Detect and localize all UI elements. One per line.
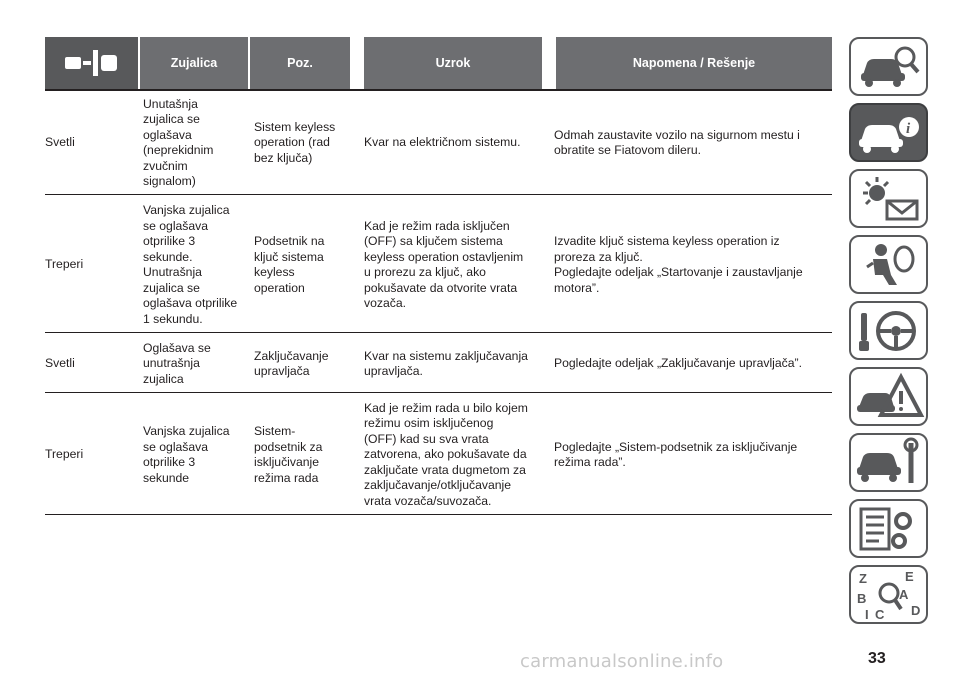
tab-car-search[interactable]	[849, 37, 928, 96]
key-steering-icon	[851, 303, 926, 358]
svg-text:Z: Z	[859, 571, 867, 586]
car-info-icon	[851, 105, 926, 160]
tab-technical-data[interactable]	[849, 499, 928, 558]
alphabet-search-icon	[851, 567, 926, 622]
position-cell: Podsetnik na ključ sistema keyless operation	[254, 234, 325, 295]
table-row	[45, 395, 832, 515]
status-cell: Treperi	[45, 257, 84, 272]
buzzer-table	[45, 37, 832, 508]
tab-index[interactable]	[849, 565, 928, 624]
cause-cell: Kad je režim rada isključen (OFF) sa ključem sistema keyless operation ostavljenim u prorezu za ključ, ako pokušavate da otvorite vrata vozača.	[364, 218, 524, 310]
car-hazard-icon	[851, 369, 926, 424]
warning-lights-icon	[851, 171, 926, 226]
car-search-icon	[851, 39, 926, 94]
header-poz: Poz.	[250, 37, 350, 89]
position-cell: Sistem keyless operation (rad bez ključa)	[254, 119, 336, 165]
svg-text:i: i	[906, 121, 911, 137]
header-uzrok: Uzrok	[364, 37, 542, 89]
row-divider	[45, 194, 832, 195]
table-row	[45, 197, 832, 333]
watermark: carmanualsonline.info	[520, 651, 724, 672]
svg-text:E: E	[905, 569, 914, 584]
note-cell: Pogledajte „Sistem-podsetnik za isključivanje režima rada”.	[554, 439, 798, 469]
svg-text:D: D	[911, 603, 921, 618]
table-row	[45, 91, 832, 195]
page-number: 33	[868, 650, 886, 667]
buzzer-cell: Vanjska zujalica se oglašava otprilike 3 sekunde	[143, 424, 230, 485]
table-header	[45, 37, 832, 89]
note-cell: Izvadite ključ sistema keyless operation iz proreza za ključ. Pogledajte odeljak „Startovanje i zaustavljanje motora”.	[554, 234, 803, 295]
cause-cell: Kvar na sistemu zaključavanja upravljača.	[364, 348, 528, 378]
tab-safety[interactable]	[849, 235, 928, 294]
buzzer-cell: Oglašava se unutrašnja zujalica	[143, 340, 211, 386]
svg-text:I: I	[865, 607, 869, 622]
table-row	[45, 335, 832, 393]
position-cell: Sistem- podsetnik za isključivanje režima rada	[254, 424, 323, 485]
airbag-person-icon	[851, 237, 926, 292]
tab-warning-lights[interactable]	[849, 169, 928, 228]
cause-cell: Kvar na električnom sistemu.	[364, 135, 521, 150]
status-cell: Svetli	[45, 356, 75, 371]
header-zujalica: Zujalica	[140, 37, 248, 89]
status-cell: Svetli	[45, 135, 75, 150]
row-divider	[45, 392, 832, 393]
svg-text:A: A	[899, 587, 909, 602]
note-cell: Pogledajte odeljak „Zaključavanje upravljača”.	[554, 356, 802, 371]
header-napomena: Napomena / Rešenje	[556, 37, 832, 89]
list-gears-icon	[851, 501, 926, 556]
row-divider	[45, 332, 832, 333]
svg-text:B: B	[857, 591, 867, 606]
svg-text:C: C	[875, 607, 885, 622]
tab-starting[interactable]	[849, 301, 928, 360]
tab-maintenance[interactable]	[849, 433, 928, 492]
cause-cell: Kad je režim rada u bilo kojem režimu osim isključenog (OFF) kad su sva vrata zatvorena, ako pokušavate da zaključate vrata dugmetom za zaključavanje/otključavanje vrata vozača/suvozača.	[364, 400, 528, 508]
car-tools-icon	[851, 435, 926, 490]
header-icon-cell	[45, 37, 138, 89]
row-divider	[45, 514, 832, 515]
tab-emergency[interactable]	[849, 367, 928, 426]
position-cell: Zaključavanje upravljača	[254, 348, 329, 378]
tab-car-info[interactable]	[849, 103, 928, 162]
buzzer-symbol-icon	[63, 48, 121, 78]
buzzer-cell: Vanjska zujalica se oglašava otprilike 3 sekunde. Unutrašnja zujalica se oglašava otprilike 1 sekundu.	[143, 203, 238, 326]
status-cell: Treperi	[45, 447, 84, 462]
note-cell: Odmah zaustavite vozilo na sigurnom mestu i obratite se Fiatovom dileru.	[554, 127, 800, 157]
buzzer-cell: Unutašnja zujalica se oglašava (neprekidnim zvučnim signalom)	[143, 96, 214, 188]
